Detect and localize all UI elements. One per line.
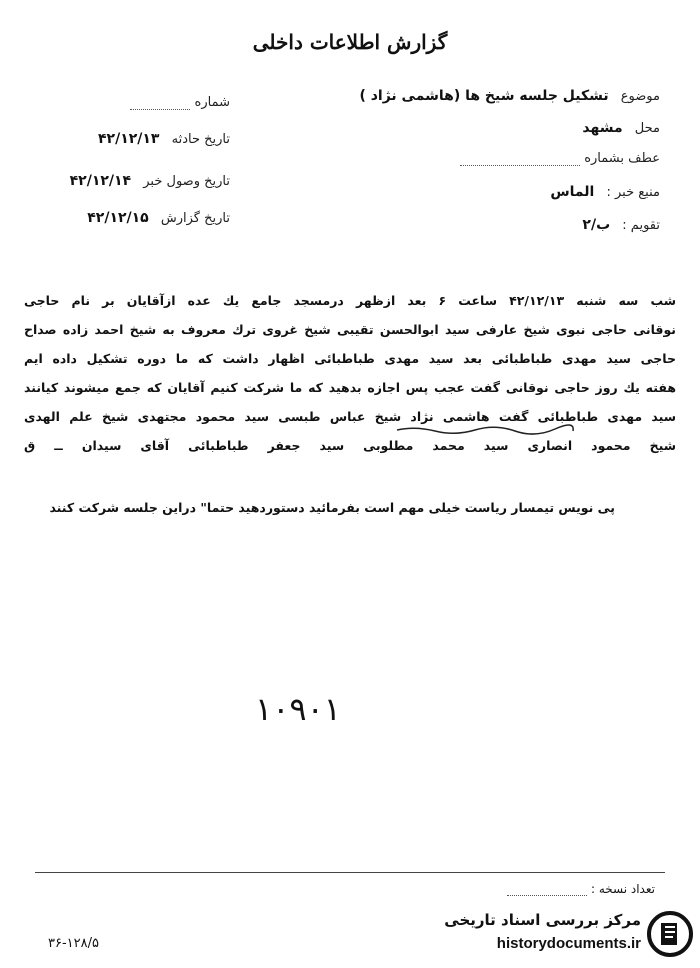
report-date-field xyxy=(87,210,230,226)
archive-watermark xyxy=(405,905,695,963)
number-field xyxy=(130,95,230,110)
postscript-note: پی نویس تیمسار ریاست خیلی مهم است بفرمائید دستوردهید حتما" دراین جلسه شرکت کنند xyxy=(49,500,615,515)
received-date-field xyxy=(70,173,230,189)
report-date-label: تاریخ گزارش xyxy=(160,211,230,226)
subject-field xyxy=(359,88,660,104)
footer-rule xyxy=(35,872,665,873)
copies-field xyxy=(507,882,655,896)
subject-label: موضوع xyxy=(620,89,660,104)
incident-date-field xyxy=(98,131,230,147)
rating-label: تقویم : xyxy=(622,218,660,233)
body-line: شب سه شنبه ۴۲/۱۲/۱۳ ساعت ۶ بعد ازظهر درمسجد جامع یك عده ازآقایان بر نام حاجی xyxy=(24,293,676,308)
number-blank xyxy=(130,109,190,110)
watermark-org-name: مرکز بررسی اسناد تاریخی xyxy=(444,911,641,929)
report-date-value: ۴۲/۱۲/۱۵ xyxy=(87,210,149,226)
handwritten-underline xyxy=(395,424,575,436)
received-date-label: تاریخ وصول خبر xyxy=(143,174,230,189)
source-value: الماس xyxy=(550,184,595,200)
body-line: هفته یك روز حاجی نوقانی گفت عجب پس اجازه بدهید که ما شرکت کنیم آقایان که جمع میشوند کیانند xyxy=(24,380,676,395)
body-line: نوقانی حاجی نبوی شیخ عارفی سید ابوالحسن تقیبی شیخ غروی ترك معروف به شیخ احمد زاده صداح xyxy=(24,322,676,337)
rating-value: ب/۲ xyxy=(582,217,611,233)
place-label: محل xyxy=(634,121,660,136)
number-label: شماره xyxy=(194,95,230,110)
subject-value: تشکیل جلسه شیخ ها (هاشمی نژاد ) xyxy=(359,88,609,104)
body-line: سید مهدی طباطبائی گفت هاشمی نژاد شیخ عباس طبسی سید محمود مجتهدی شیخ علم الهدی xyxy=(24,409,676,424)
received-date-value: ۴۲/۱۲/۱۴ xyxy=(69,173,132,189)
source-label: منبع خبر : xyxy=(606,185,660,200)
report-body xyxy=(24,286,676,460)
body-line: حاجی سید مهدی طباطبائی بعد سید مهدی طباطبائی اظهار داشت که ما دوره تشکیل داده ایم xyxy=(24,351,676,366)
reference-blank xyxy=(460,165,580,166)
reference-field xyxy=(460,151,660,166)
archive-logo-icon xyxy=(647,911,693,957)
archive-number: ۳۶-۱۲۸/۵ xyxy=(48,936,99,951)
handwritten-number: ۱۰۹۰۱ xyxy=(255,690,341,728)
rating-field xyxy=(582,217,660,233)
body-line: شیخ محمود انصاری سید محمد مطلوبی سید جعفر طباطبائی آقای سیدان ــ ق xyxy=(24,438,676,453)
source-field xyxy=(550,184,660,200)
copies-label: تعداد نسخه : xyxy=(590,882,655,896)
report-title: گزارش اطلاعات داخلی xyxy=(252,30,448,54)
watermark-url: historydocuments.ir xyxy=(496,935,641,952)
incident-date-label: تاریخ حادثه xyxy=(171,132,230,147)
incident-date-value: ۴۲/۱۲/۱۳ xyxy=(97,131,160,147)
reference-label: عطف بشماره xyxy=(584,151,660,166)
place-field xyxy=(582,120,660,136)
place-value: مشهد xyxy=(582,120,623,136)
copies-blank xyxy=(507,895,587,896)
